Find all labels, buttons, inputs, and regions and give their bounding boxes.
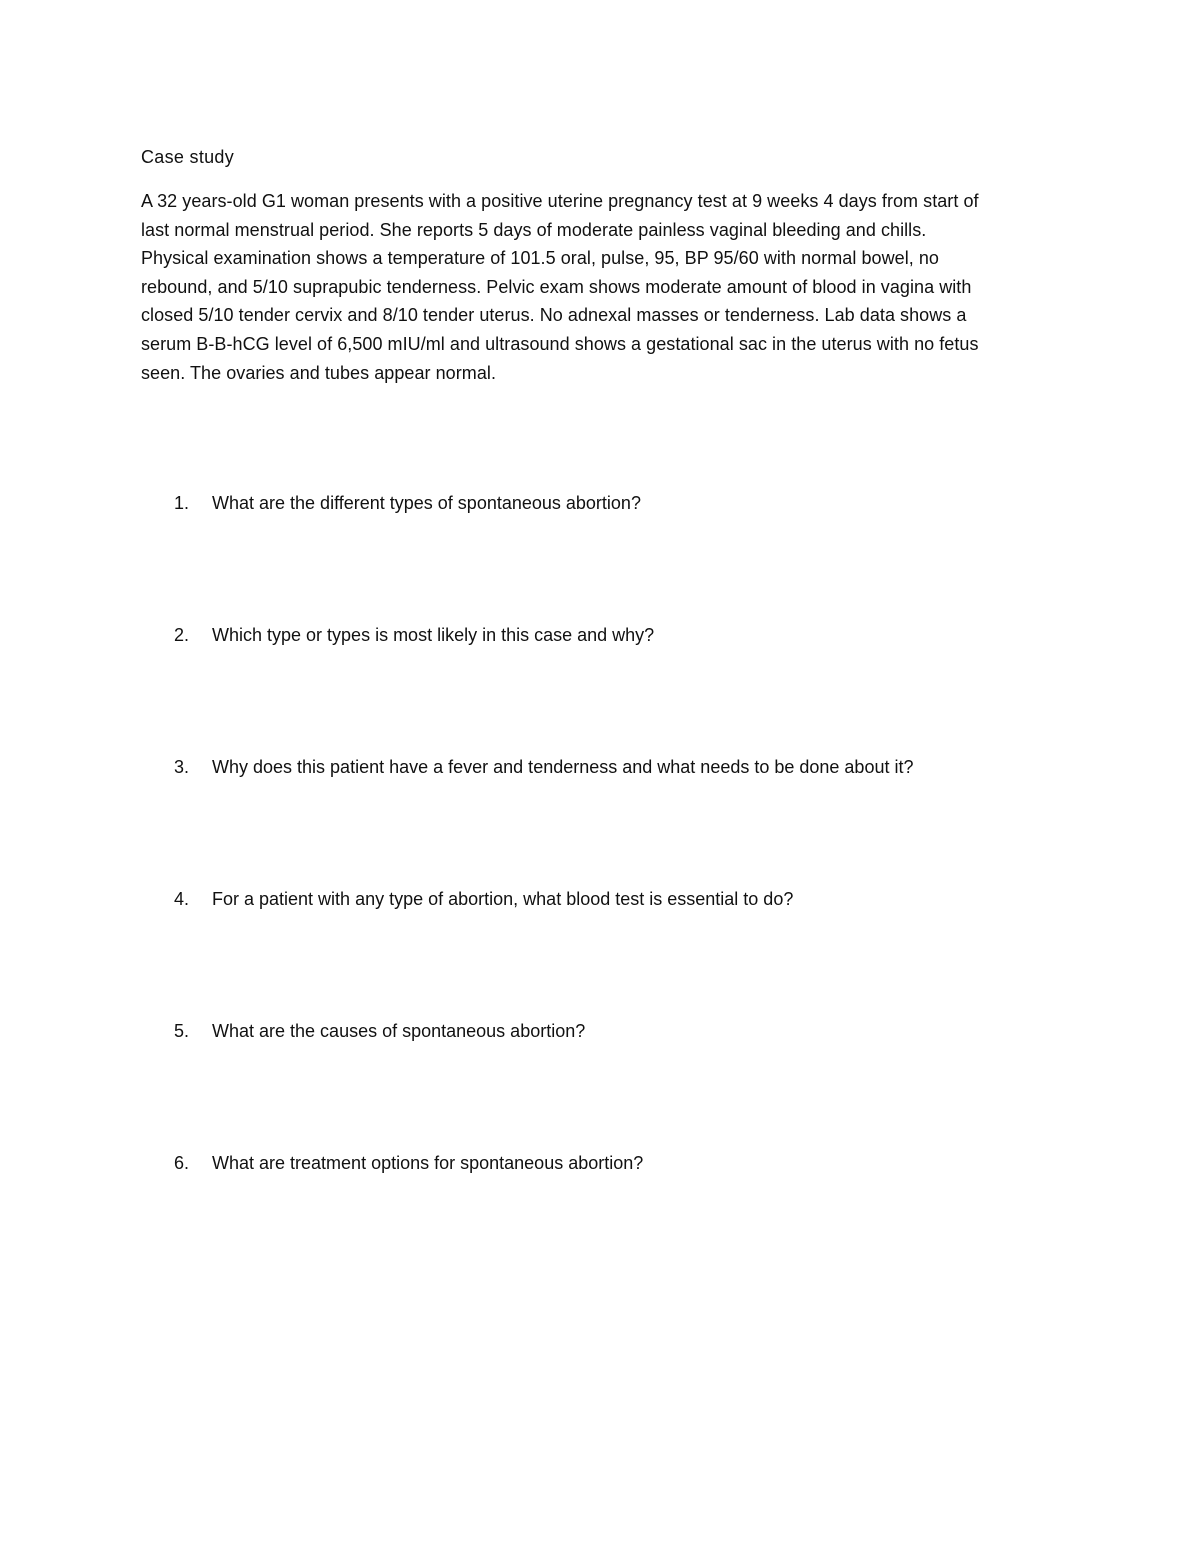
question-number: 1.: [174, 493, 190, 513]
question-number: 4.: [174, 889, 190, 909]
question-item: [174, 887, 793, 911]
question-text: What are the different types of spontaneous abortion?: [212, 493, 641, 513]
case-description: [141, 187, 1071, 387]
question-text: Which type or types is most likely in this case and why?: [212, 625, 655, 645]
question-item: [174, 1019, 585, 1043]
question-text: Why does this patient have a fever and tenderness and what needs to be done about it?: [212, 757, 914, 777]
question-text: What are the causes of spontaneous abortion?: [212, 1021, 586, 1041]
case-line: seen. The ovaries and tubes appear normal.: [141, 362, 496, 383]
question-item: [174, 755, 913, 779]
question-text: For a patient with any type of abortion, what blood test is essential to do?: [212, 889, 794, 909]
case-line: Physical examination shows a temperature of 101.5 oral, pulse, 95, BP 95/60 with normal bowel, no: [141, 248, 939, 269]
question-item: [174, 491, 641, 515]
question-number: 5.: [174, 1021, 190, 1041]
case-line: serum B-B-hCG level of 6,500 mIU/ml and ultrasound shows a gestational sac in the uterus with no fetus: [141, 333, 979, 354]
case-line: A 32 years-old G1 woman presents with a positive uterine pregnancy test at 9 weeks 4 days from start of: [141, 191, 979, 211]
question-number: 2.: [174, 625, 190, 645]
document-title: Case study: [141, 147, 235, 167]
question-item: [174, 1151, 643, 1175]
question-text: What are treatment options for spontaneous abortion?: [212, 1153, 644, 1173]
case-line: closed 5/10 tender cervix and 8/10 tender uterus. No adnexal masses or tenderness. Lab data shows a: [141, 305, 967, 326]
case-line: last normal menstrual period. She reports 5 days of moderate painless vaginal bleeding and chills.: [141, 219, 927, 240]
question-number: 3.: [174, 757, 190, 777]
case-line: rebound, and 5/10 suprapubic tenderness. Pelvic exam shows moderate amount of blood in vagina with: [141, 276, 972, 297]
question-item: [174, 623, 654, 647]
question-number: 6.: [174, 1153, 190, 1173]
